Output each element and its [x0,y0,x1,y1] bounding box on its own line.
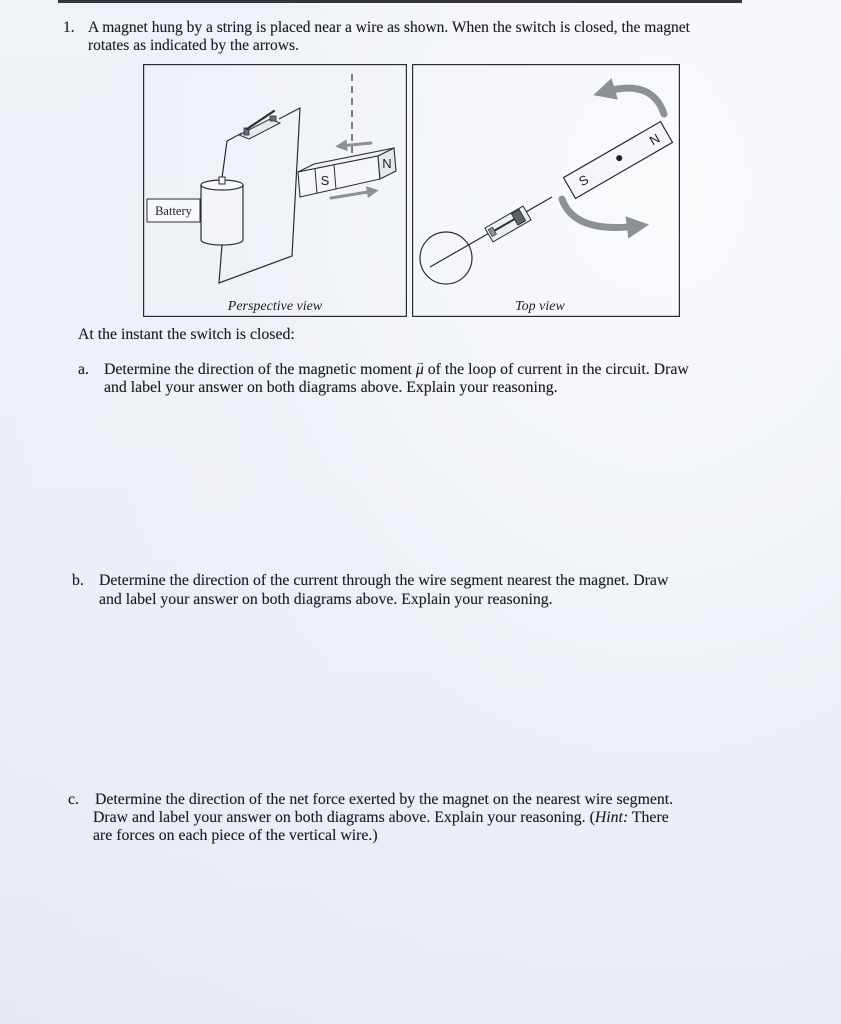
question-text-line-2: rotates as indicated by the arrows. [88,37,299,54]
rotation-arrow-upper [340,143,371,146]
switch-top-view [485,206,531,242]
question-number: 1. [63,19,75,36]
top-view-caption: Top view [515,299,565,314]
switch-contact [270,116,276,121]
battery-terminal [219,177,225,184]
magnet-north-label: N [382,156,392,171]
part-a-text-before-symbol: Determine the direction of the magnetic moment [104,361,416,378]
top-view-frame [413,65,680,317]
part-a-line-2: and label your answer on both diagrams above. Explain your reasoning. [104,379,558,396]
top-view-diagram [412,64,680,317]
page-top-edge [58,0,742,3]
part-b-line-2: and label your answer on both diagrams above. Explain your reasoning. [99,591,553,608]
instant-prompt: At the instant the switch is closed: [78,326,295,343]
question-text-line-1: A magnet hung by a string is placed near a wire as shown. When the switch is closed, the magnet [88,19,690,36]
magnet-south-label: S [576,171,592,190]
switch [239,111,280,139]
battery-label-text: Battery [155,204,192,218]
magnetic-moment-symbol: μ → [416,361,424,379]
part-c-line-3: are forces on each piece of the vertical wire.) [93,827,378,844]
part-a-text-after-symbol: of the loop of current in the circuit. Draw [423,361,689,378]
perspective-view-diagram [143,64,407,317]
part-c-line-2-tail: There [628,809,669,826]
rotation-arrow-lower [562,199,638,227]
rotation-arrow-upper [604,88,664,114]
part-c-letter: c. [68,791,79,808]
bar-magnet [298,148,396,197]
perspective-frame [144,65,407,317]
part-c-line-2-text: Draw and label your answer on both diagrams above. Explain your reasoning. ( [93,809,595,826]
hint-label: Hint: [594,809,629,826]
part-a-letter: a. [78,361,89,378]
rotation-arrow-lower [331,191,374,198]
wire-battery-to-switch [222,133,242,178]
battery-body [201,185,243,245]
perspective-caption: Perspective view [227,299,323,314]
battery-label [147,199,200,222]
part-b-line-1: Determine the direction of the current through the wire segment nearest the magnet. Draw [99,572,669,589]
magnet-south-label: S [320,173,330,188]
battery [201,177,243,245]
part-c-line-2 [93,809,669,827]
magnet-north-label: N [646,130,663,149]
part-c-line-1: Determine the direction of the net force exerted by the magnet on the nearest wire segment. [95,791,674,808]
bar-magnet-top-view [564,122,673,199]
part-a-line-1 [104,361,689,379]
part-b-letter: b. [72,572,84,589]
